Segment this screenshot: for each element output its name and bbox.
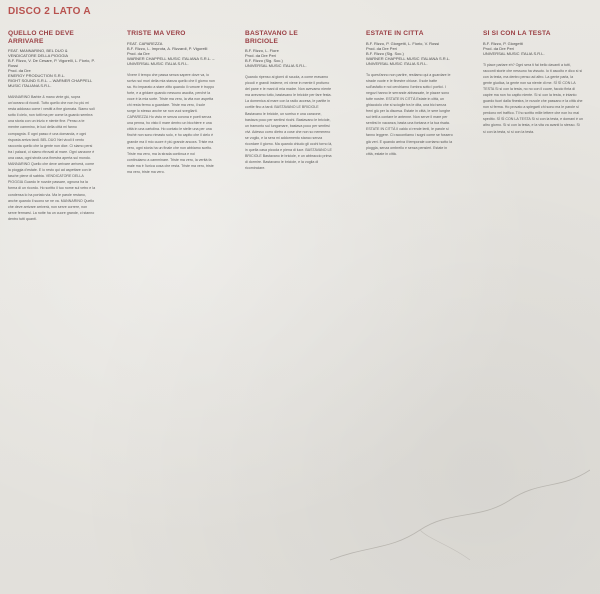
song-column-1 [8, 30, 96, 590]
song-title: ESTATE IN CITTÀ [366, 30, 424, 37]
song-credits: B.F. Rizzo, P. Giorgetti Prod. da Dre Peri UNIVERSAL MUSIC ITALIA S.R.L. [483, 40, 545, 56]
song-lyrics: Vivere il tempo che passa senza sapere dove va, io scrivo sui muri della mia stanza quello che il giorno non sa. Ho imparato a stare zitto quando il rumore è troppo forte, e a gridare quando nessuno ascolta, perché la voce è la mia sorte. Triste ma vero, la vita non aspetta chi resta fermo a guardare. Triste ma vero, il sole sorge lo stesso anche se non vuoi svegliarti. CAPAREZZA Ho visto re senza corona e poeti senza una penna, ho visto il mare dentro un bicchiere e una città in una cartolina. Ho contato le stelle una per una finché non sono rimasto solo, e ho capito che il cielo è grande ma il mio cuore è più grande ancora. Triste ma vero, ogni storia ha un finale che non abbiamo scelto. Triste ma vero, ma la strada continua e noi continuiamo a camminare. Triste ma vero, la verità fa male ma è l'unica cosa che resta. Triste ma vero, triste ma vero, triste ma vero. [127, 72, 215, 174]
song-column-5 [483, 30, 583, 590]
song-column-3 [245, 30, 333, 590]
song-credits: FEAT. CAPAREZZA B.F. Rizzo, L. Improta, A. Rizzardi, P. Vigorelli Prod. da Dre WARNER CHAPPELL MUSIC ITALIANA S.R.L. – UNIVERSAL MUSIC ITALIA S.R.L. [127, 40, 215, 66]
song-column-2 [127, 30, 215, 590]
song-column-4 [366, 30, 454, 590]
song-title: TRISTE MA VERO [127, 30, 186, 37]
song-credits: B.F. Rizzo, L. Fiore Prod. da Dre Peri B.F. Rizzo (Sig. Soc.) UNIVERSAL MUSIC ITALIA S.R.L. [245, 48, 307, 68]
song-title: BASTAVANO LE BRICIOLE [245, 30, 298, 45]
song-lyrics: Tu quest'anno non partire, restiamo qui a guardare le strade vuote e le finestre chiuse. Il sole batte sull'asfalto e noi cerchiamo l'ombra sotto i portici. I negozi hanno le serrande abbassate, le piazze sono tutte nostre. ESTATE IN CITTÀ Estate in città, un ghiacciolo che si scioglie tra le dita, una bici senza freni giù per la discesa. Estate in città, le sere lunghe sui tetti a contare le antenne. Non serve il mare per sentirsi in vacanza, basta una fontana e la tua risata. ESTATE IN CITTÀ Il caldo ci rende lenti, le parole si fanno leggere. Ci raccontiamo i sogni come se fossero già veri. E quando arriva il temporale corriamo sotto la pioggia, senza ombrello e senza pensieri. Estate in città, estate in città. [366, 72, 453, 156]
song-lyrics: MANNARINO Barbie & mano vinte giù, sopra un'oceano di ricordi. Tutto quello che non ho più mi resta addosso come i vestiti a fine giornata. Siamo soli sotto il cielo, non tutti ma per come la guardo sembra una storia con un inizio e niente fine. Penso a te mentre cammino, le luci della città mi fanno compagnia. E ogni passo è una domanda, e ogni risposta arriva tardi. BEL DUO Nei vicoli il vento racconta quello che la gente non dice. Ci siamo persi tra i palazzi, ci siamo ritrovati al mare. Ogni canzone è una casa, ogni strofa una finestra aperta sul mondo. MANNARINO Quello che deve arrivare arriverà, come la pioggia d'estate. E io resto qui ad aspettare con le tasche piene di sabbia. VENDICATORE DELLA PIOGGIA Guardo le nuvole passare, ognuna ha la forma di un ricordo. Ho scritto il tuo nome sul vetro e la condensa lo ha portato via. Ma le parole restano, anche quando il suono se ne va. MANNARINO Quello che deve arrivare arriverà, non serve correre, non serve fermarsi. La notte ha un cuore grande, ci stanno dentro tutti quanti. [8, 95, 96, 221]
song-credits: FEAT. MANNARINO, BEL DUO & VENDICATORE DELLA PIOGGIA B.F. Rizzo, V. De Cesare, P. Vigorelli, L. Fiorio, P. Rossi Prod. da Dre ENERGY PRODUCTION S.R.L. RIGHT SOUND S.R.L. – WARNER CHAPPELL MUSIC ITALIANA S.R.L. [8, 48, 95, 88]
disc-side-title: DISCO 2 LATO A [8, 6, 91, 17]
song-title: QUELLO CHE DEVE ARRIVARE [8, 30, 75, 45]
song-credits: B.F. Rizzo, P. Giorgetti, L. Fiorio, V. Rossi Prod. da Dre Peri B.F. Rizzo (Sig. Soc.) WARNER CHAPPELL MUSIC ITALIANA S.R.L. UNIVERSAL MUSIC ITALIA S.R.L. [366, 40, 451, 66]
song-title: SÌ SI CON LA TESTA [483, 30, 551, 37]
song-lyrics: Quando ripenso ai giorni di scuola, a come eravamo piccoli e grandi insieme, mi viene in mente il profumo del pane e le mani di mia madre. Non avevamo niente ma avevamo tutto, bastavano le briciole per fare festa. La domenica al mare con la radio accesa, le partite in cortile fino a tardi. BASTAVANO LE BRICIOLE Bastavano le briciole, un sorriso e una canzone, bastava poco per sentirsi ricchi. Bastavano le briciole, un tramonto sul lungomare, bastava poco per sentirsi vivi. Adesso corro dietro a cose che non so nemmeno se voglio, e la sera mi addormento stanco senza ricordare il giorno. Ma quando chiudo gli occhi torno là, in quella casa piccola e piena di luce. BASTAVANO LE BRICIOLE Bastavano le briciole, e un abbraccio prima di dormire. Bastavano le briciole, e la voglia di ricominciare. [245, 75, 333, 171]
song-lyrics: Ti piace parlare eh? Ogni sera ti fai bello davanti a tutti, racconti storie che nessuno ha vissuto. Io ti ascolto e dico sì sì con la testa, ma dentro penso ad altro. La gente parla, la gente giudica, la gente non sa niente di me. SÌ SÌ CON LA TESTA Sì sì con la testa, no no con il cuore, faccio finta di capire ma non ho capito niente. Sì sì con la testa, e intanto guardo fuori dalla finestra, le nuvole che passano e la città che non si ferma. Ho provato a spiegarti chi sono ma le parole si perdono nel traffico. Ti ho scritto mille lettere che non ho mai spedito. SÌ SÌ CON LA TESTA Sì sì con la testa, e domani è un altro giorno. Sì sì con la testa, e la vita va avanti lo stesso. Sì sì con la testa, sì sì con la testa. [483, 62, 583, 134]
